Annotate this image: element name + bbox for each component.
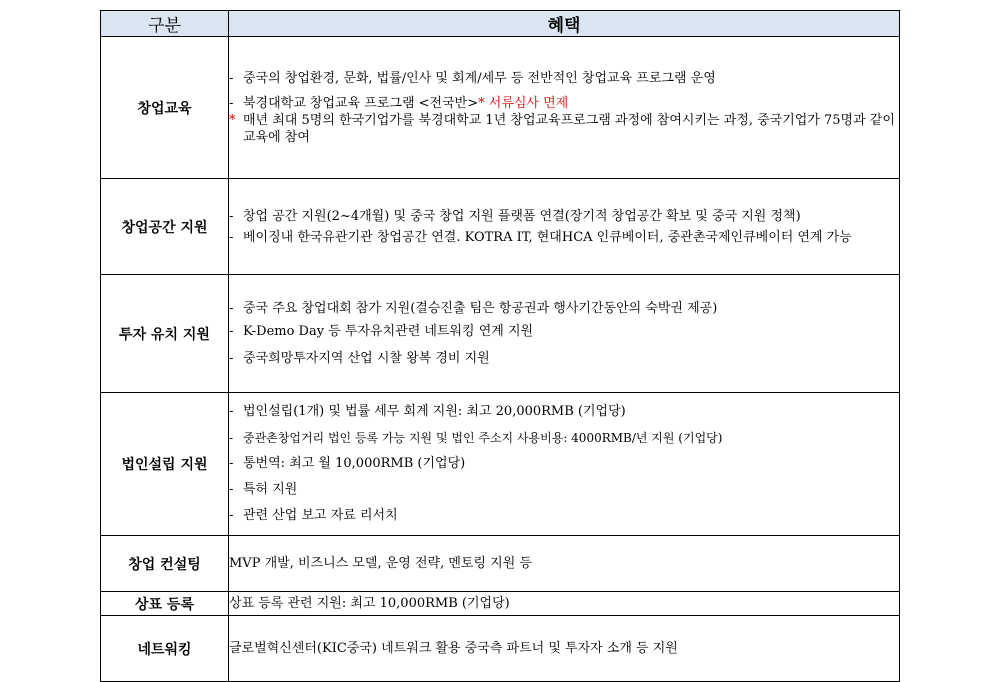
table-row-incorporation-support [101,393,900,536]
list-item [229,477,899,503]
bullet-marker: - [229,431,234,445]
list-item [229,399,899,425]
table-header-row [101,11,900,37]
bullet-marker: - [229,508,234,523]
table-row-networking [101,616,900,682]
benefit-cell: MVP 개발, 비즈니스 모델, 운영 전략, 멘토링 지원 등 [229,536,900,592]
benefit-cell: 글로벌혁신센터(KIC중국) 네트워크 활용 중국측 파트너 및 투자자 소개 등 지원 [229,616,900,682]
category-cell: 창업공간 지원 [101,179,229,275]
bullet-marker: - [229,95,234,111]
list-item [229,229,899,246]
list-item [229,112,899,146]
benefit-cell [229,275,900,393]
item-text: 관련 산업 보고 자료 리서치 [243,508,398,523]
item-text: 중국의 창업환경, 문화, 법률/인사 및 회계/세무 등 전반적인 창업교육 프로그램 운영 [243,70,716,86]
header-category: 구분 [101,11,229,37]
benefit-cell [229,393,900,536]
category-cell: 창업교육 [101,37,229,179]
list-item [229,300,899,317]
table-row-trademark [101,592,900,616]
benefit-cell: 상표 등록 관련 지원: 최고 10,000RMB (기업당) [229,592,900,616]
item-note: * 서류심사 면제 [478,95,569,111]
item-text: 중국 주요 창업대회 참가 지원(결승진출 팀은 항공권과 행사기간동안의 숙박권 제공) [243,301,718,316]
list-item [229,451,899,477]
list-item [229,323,899,340]
benefit-cell [229,179,900,275]
bullet-marker: - [229,456,234,471]
list-item [229,208,899,225]
item-text: 창업 공간 지원(2~4개월) 및 중국 창업 지원 플랫폼 연결(장기적 창업공간 확보 및 중국 지원 정책) [243,208,801,224]
item-text: K-Demo Day 등 투자유치관련 네트워킹 연계 지원 [243,324,534,339]
table-row-startup-education [101,37,900,179]
category-cell: 네트워킹 [101,616,229,682]
bullet-marker: - [229,229,234,245]
list-item [229,95,899,112]
item-text: 중관촌창업거리 법인 등록 가능 지원 및 법인 주소지 사용비용: 4000RMB/년 지원 (기업당) [243,431,723,445]
bullet-marker: - [229,482,234,497]
list-item [229,350,899,367]
table-row-workspace-support [101,179,900,275]
table-row-investment-support [101,275,900,393]
category-cell: 상표 등록 [101,592,229,616]
category-cell: 창업 컨설팅 [101,536,229,592]
benefits-table [100,10,900,682]
bullet-marker: - [229,351,234,366]
list-item [229,70,899,87]
bullet-marker: - [229,324,234,339]
bullet-marker: - [229,208,234,224]
list-item [229,503,899,529]
item-text: 중국희망투자지역 산업 시찰 왕복 경비 지원 [243,351,490,366]
item-text: 통번역: 최고 월 10,000RMB (기업당) [243,456,466,471]
item-text: 베이징내 한국유관기관 창업공간 연결. KOTRA IT, 현대HCA 인큐베이터, 중관촌국제인큐베이터 연계 가능 [243,229,852,245]
item-text: 법인설립(1개) 및 법률 세무 회계 지원: 최고 20,000RMB (기업당) [243,404,626,419]
benefit-cell [229,37,900,179]
item-text: 특허 지원 [243,482,298,497]
table-row-consulting [101,536,900,592]
category-cell: 투자 유치 지원 [101,275,229,393]
item-text: 북경대학교 창업교육 프로그램 <전국반> [243,95,479,111]
list-item [229,425,899,451]
bullet-marker: - [229,301,234,316]
bullet-marker: * [229,112,236,128]
header-benefit: 혜택 [229,11,900,37]
bullet-marker: - [229,70,234,86]
bullet-marker: - [229,404,234,419]
item-text: 매년 최대 5명의 한국기업가를 북경대학교 1년 창업교육프로그램 과정에 참여시키는 과정, 중국기업가 75명과 같이 교육에 참여 [243,112,895,145]
category-cell: 법인설립 지원 [101,393,229,536]
